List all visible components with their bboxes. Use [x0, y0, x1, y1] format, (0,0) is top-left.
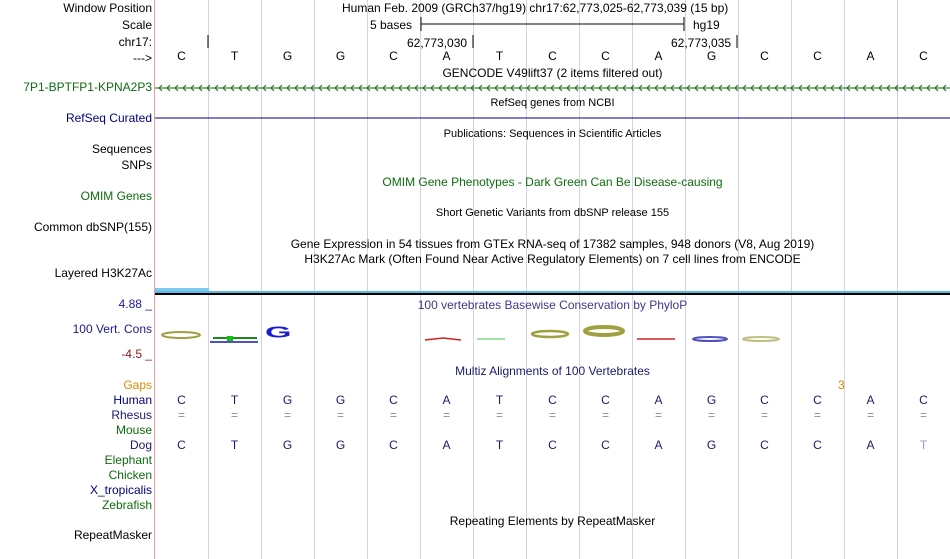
species-label-elephant[interactable]: Elephant [104, 453, 152, 467]
label-refseq[interactable]: RefSeq Curated [65, 111, 152, 125]
label-common-dbsnp[interactable]: Common dbSNP(155) [33, 220, 152, 234]
sequence-base: A [654, 49, 663, 63]
alignment-base: = [548, 408, 556, 422]
sequence-base: G [706, 49, 717, 63]
assembly-label: hg19 [693, 18, 720, 32]
alignment-base: C [760, 393, 769, 407]
h3k27ac-signal [155, 288, 950, 296]
gap-count: 3 [838, 378, 845, 392]
alignment-base: G [282, 393, 293, 407]
alignment-base: A [442, 393, 451, 407]
refseq-gene-line[interactable] [155, 117, 950, 120]
alignment-base: = [283, 408, 291, 422]
alignment-base: C [177, 393, 186, 407]
sequence-base: C [760, 49, 769, 63]
alignment-base: T [495, 393, 504, 407]
alignment-base: A [654, 393, 663, 407]
label-scale: Scale [121, 18, 152, 32]
refseq-track-title[interactable]: RefSeq genes from NCBI [490, 97, 615, 109]
alignment-base: C [813, 393, 822, 407]
label-repeatmasker[interactable]: RepeatMasker [73, 528, 152, 542]
label-cons-min: -4.5 _ [121, 347, 152, 361]
label-100-vert-cons[interactable]: 100 Vert. Cons [72, 322, 152, 336]
alignment-base: A [654, 438, 663, 452]
alignment-base: C [601, 393, 610, 407]
alignment-base: T [495, 438, 504, 452]
species-label-dog[interactable]: Dog [129, 438, 152, 452]
label-chrom: chr17: [118, 35, 152, 49]
gencode-track-title[interactable]: GENCODE V49lift37 (2 items filtered out) [442, 66, 663, 80]
sequence-base: C [177, 49, 186, 63]
alignment-base: = [654, 408, 662, 422]
label-gencode-item[interactable]: 7P1-BPTFP1-KPNA2P3 [23, 80, 152, 94]
alignment-base: = [336, 408, 344, 422]
alignment-base: G [282, 438, 293, 452]
species-label-x_tropicalis[interactable]: X_tropicalis [89, 483, 152, 497]
alignment-base: G [706, 393, 717, 407]
alignment-base: C [389, 438, 398, 452]
alignment-base: G [335, 393, 346, 407]
sequence-base: C [548, 49, 557, 63]
label-gaps: Gaps [123, 378, 152, 392]
alignment-base: A [442, 438, 451, 452]
alignment-base: C [177, 438, 186, 452]
label-omim-genes[interactable]: OMIM Genes [80, 189, 152, 203]
phylop-track-title[interactable]: 100 vertebrates Basewise Conservation by PhyloP [417, 298, 688, 312]
sequence-base: C [389, 49, 398, 63]
label-window-position: Window Position [63, 1, 152, 15]
label-sequences[interactable]: Sequences [91, 142, 152, 156]
sequence-base: C [601, 49, 610, 63]
label-cons-max: 4.88 _ [118, 297, 152, 311]
scale-bases-text: 5 bases [370, 18, 413, 32]
species-label-chicken[interactable]: Chicken [108, 468, 152, 482]
alignment-base: A [866, 438, 875, 452]
alignment-base: T [230, 438, 239, 452]
alignment-base: G [706, 438, 717, 452]
alignment-base: = [177, 408, 185, 422]
alignment-base: = [760, 408, 768, 422]
sequence-base: C [813, 49, 822, 63]
alignment-base: = [707, 408, 715, 422]
alignment-base: = [389, 408, 397, 422]
sequence-base: C [919, 49, 928, 63]
svg-text:G: G [265, 323, 292, 341]
species-label-zebrafish[interactable]: Zebrafish [101, 498, 152, 512]
omim-track-title[interactable]: OMIM Gene Phenotypes - Dark Green Can Be Disease-causing [382, 175, 723, 189]
alignment-base: = [442, 408, 450, 422]
sequence-base: G [282, 49, 293, 63]
sequence-base: A [442, 49, 451, 63]
alignment-base: C [389, 393, 398, 407]
alignment-base: C [919, 393, 928, 407]
label-snps[interactable]: SNPs [121, 158, 152, 172]
alignment-base: C [760, 438, 769, 452]
coordinate-2: 62,773,035 [671, 36, 732, 50]
window-position-text: Human Feb. 2009 (GRCh37/hg19) chr17:62,773,025-62,773,039 (15 bp) [342, 1, 729, 15]
sequence-base: T [495, 49, 504, 63]
alignment-base: G [335, 438, 346, 452]
gtex-track-title[interactable]: Gene Expression in 54 tissues from GTEx RNA-seq of 17382 samples, 948 donors (V8, Aug 2019) [290, 237, 815, 251]
publications-track-title[interactable]: Publications: Sequences in Scientific Articles [443, 128, 662, 140]
species-label-human[interactable]: Human [113, 393, 152, 407]
alignment-base: = [813, 408, 821, 422]
alignment-base: C [813, 438, 822, 452]
label-layered-h3k27ac[interactable]: Layered H3K27Ac [54, 266, 152, 280]
alignment-base: = [230, 408, 238, 422]
multiz-track-title[interactable]: Multiz Alignments of 100 Vertebrates [455, 364, 650, 378]
sequence-base: A [866, 49, 875, 63]
species-label-mouse[interactable]: Mouse [115, 423, 152, 437]
alignment-base: C [548, 393, 557, 407]
alignment-base: A [866, 393, 875, 407]
alignment-base: C [548, 438, 557, 452]
h3k27ac-track-title[interactable]: H3K27Ac Mark (Often Found Near Active Regulatory Elements) on 7 cell lines from ENCODE [304, 252, 801, 266]
dbsnp-track-title[interactable]: Short Genetic Variants from dbSNP release 155 [435, 207, 670, 219]
repeatmasker-track-title[interactable]: Repeating Elements by RepeatMasker [449, 514, 656, 528]
species-label-rhesus[interactable]: Rhesus [111, 408, 152, 422]
alignment-base: = [601, 408, 609, 422]
alignment-base: C [601, 438, 610, 452]
alignment-base: T [230, 393, 239, 407]
coordinate-1: 62,773,030 [407, 36, 468, 50]
gencode-gene-line[interactable] [155, 83, 950, 93]
sequence-base: T [230, 49, 239, 63]
alignment-base: T [919, 438, 928, 452]
alignment-base: = [866, 408, 874, 422]
label-arrow: ---> [133, 51, 152, 65]
phylop-logo [155, 322, 950, 352]
sequence-base: G [335, 49, 346, 63]
alignment-base: = [495, 408, 503, 422]
alignment-base: = [919, 408, 927, 422]
